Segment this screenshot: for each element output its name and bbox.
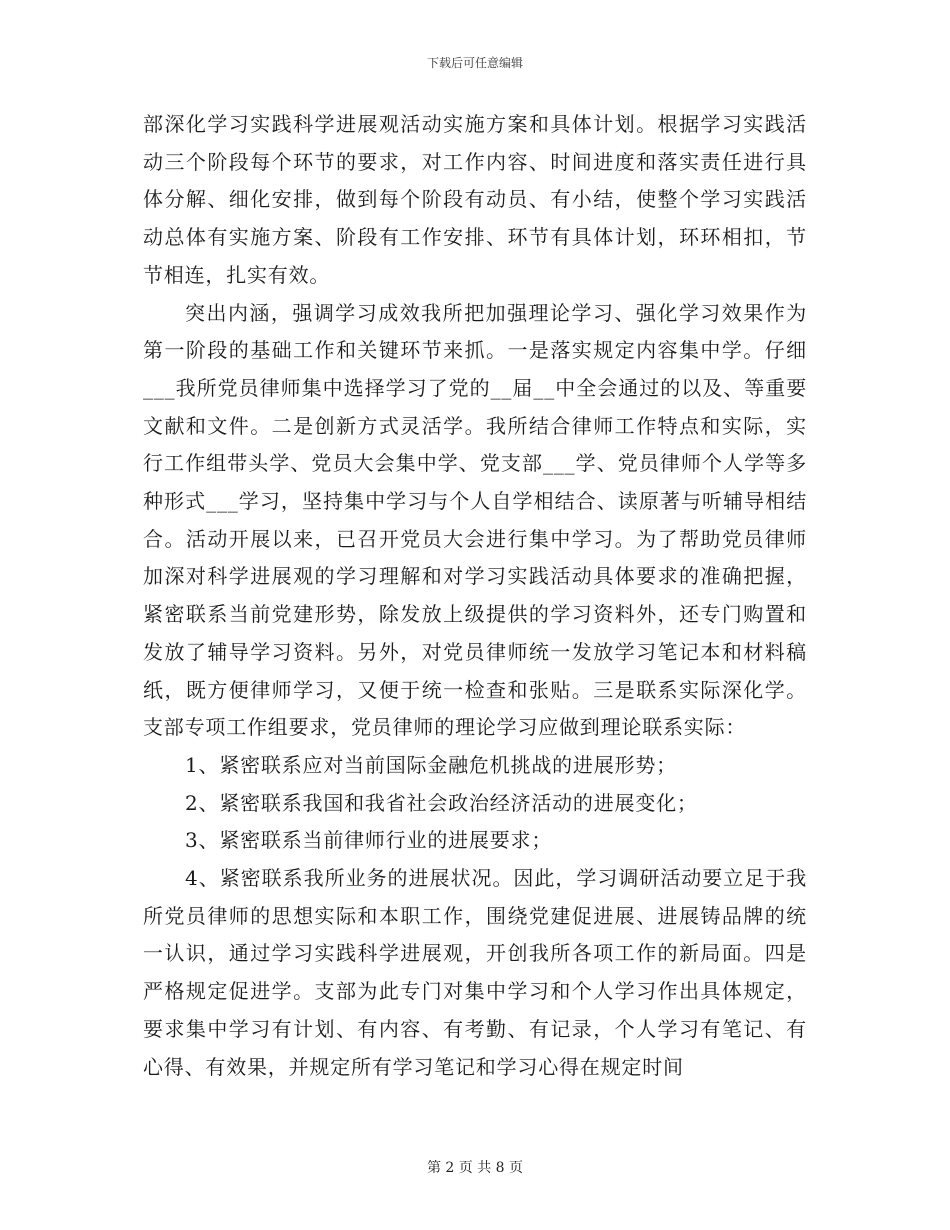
header-note: 下载后可任意编辑 — [426, 56, 523, 70]
document-body — [143, 106, 807, 1086]
paragraph-continuation: 部深化学习实践科学进展观活动实施方案和具体计划。根据学习实践活动三个阶段每个环节的要求，对工作内容、时间进度和落实责任进行具体分解、细化安排，做到每个阶段有动员、有小结，使整个学习实践活动总体有实施方案、阶段有工作安排、环节有具体计划，环环相扣，节节相连，扎实有效。 — [143, 112, 807, 287]
list-item-3: 3、紧密联系当前律师行业的进展要求； — [185, 828, 553, 853]
paragraph-study-content: 突出内涵，强调学习成效我所把加强理论学习、强化学习效果作为第一阶段的基础工作和关键环节来抓。一是落实规定内容集中学。仔细___我所党员律师集中选择学习了党的__届__中全会通过的以及、等重要文献和文件。二是创新方式灵活学。我所结合律师工作特点和实际，实行工作组带头学、党员大会集中学、党支部___学、党员律师个人学等多种形式___学习，坚持集中学习与个人自学相结合、读原著与听辅导相结合。活动开展以来，已召开党员大会进行集中学习。为了帮助党员律师加深对科学进展观的学习理解和对学习实践活动具体要求的准确把握，紧密联系当前党建形势，除发放上级提供的学习资料外，还专门购置和发放了辅导学习资料。另外，对党员律师统一发放学习笔记本和材料稿纸，既方便律师学习，又便于统一检查和张贴。三是联系实际深化学。支部专项工作组要求，党员律师的理论学习应做到理论联系实际： — [143, 300, 807, 740]
list-item-1: 1、紧密联系应对当前国际金融危机挑战的进展形势； — [185, 752, 677, 777]
page-number: 第 2 页 共 8 页 — [426, 1160, 524, 1176]
list-item-4: 4、紧密联系我所业务的进展状况。因此，学习调研活动要立足于我所党员律师的思想实际和本职工作，围绕党建促进展、进展铸品牌的统一认识，通过学习实践科学进展观，开创我所各项工作的新局面。四是严格规定促进学。支部为此专门对集中学习和个人学习作出具体规定，要求集中学习有计划、有内容、有考勤、有记录，个人学习有笔记、有心得、有效果，并规定所有学习笔记和学习心得在规定时间 — [143, 866, 807, 1079]
list-item-2: 2、紧密联系我国和我省社会政治经济活动的进展变化； — [185, 790, 698, 815]
